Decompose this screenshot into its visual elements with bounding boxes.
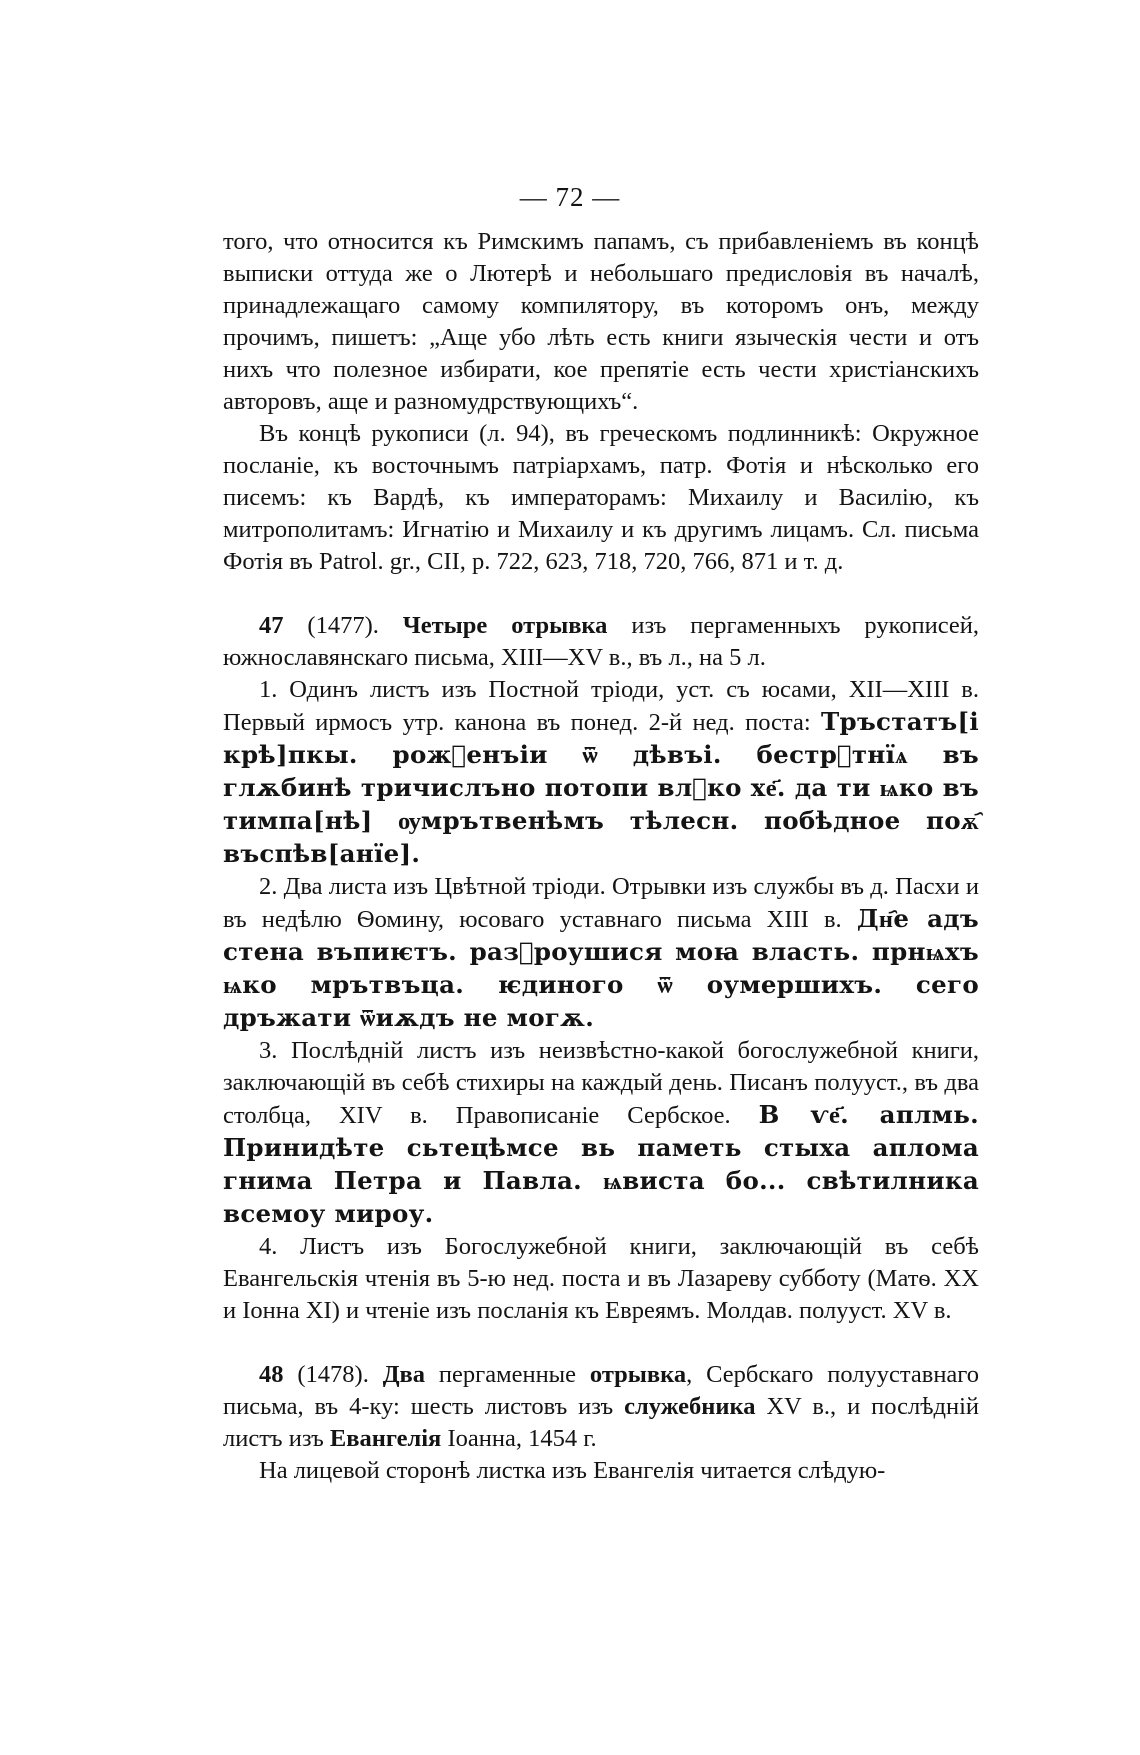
entry-word: отрывка: [589, 1361, 687, 1388]
entry-48-heading: [223, 1359, 979, 1455]
catalog-number: (1478).: [297, 1361, 369, 1388]
paragraph-manuscript-end: Въ концѣ рукописи (л. 94), въ греческомъ подлинникѣ: Окружное посланіе, къ восточнымъ патріархамъ, патр. Фотія и нѣсколько его писемъ: къ Вардѣ, къ императорамъ: Михаилу и Василію, къ митрополитамъ: Игнатію и Михаилу и къ другимъ лицамъ. Сл. письма Фотія въ Patrol. gr., CII, p. 722, 623, 718, 720, 766, 871 и т. д.: [223, 420, 979, 575]
slavonic-quote: В ѵе҃. аплмь. Принидѣте сьтецѣмсе вь паметь стыха аплома гнима Петра и Павла. ѩвиста бо... свѣтилника всемоу мироу.: [223, 1100, 980, 1228]
entry-47-heading: [223, 610, 979, 674]
entry-47-item-2: [223, 871, 979, 1035]
page-body: [223, 226, 979, 1487]
entry-text: , Сербскаго полууставнаго письма, въ 4-ку: шесть листовъ изъ: [223, 1361, 979, 1420]
entry-47-item-3: [223, 1035, 979, 1231]
entry-word: Два: [382, 1361, 426, 1388]
entry-number: 48: [259, 1361, 284, 1388]
entry-text: Іоанна, 1454 г.: [447, 1425, 597, 1452]
entry-text: пергаменные: [438, 1361, 577, 1388]
page-number: — 72 —: [519, 182, 621, 212]
item-text: 2. Два листа изъ Цвѣтной тріоди. Отрывки изъ службы въ д. Пасхи и въ недѣлю Ѳомину, юсоваго уставнаго письма XIII в.: [223, 873, 979, 933]
entry-word: служебника: [624, 1393, 756, 1420]
entry-text: XV в., и послѣдній листъ изъ: [223, 1393, 979, 1452]
catalog-number: (1477).: [307, 612, 379, 639]
paragraph-last-line: На лицевой сторонѣ листка изъ Евангелія читается слѣдую-: [259, 1457, 886, 1484]
slavonic-quote: Тръстатъ[і крѣ]пкы. рожⷣенъіи ѿ дѣвъі. бестрⷮтнїѧ въ глѫбинѣ тричислъно потопи влⷣко хе҃. да ти ѩко въ тимпа[нѣ] ѹмрътвенѣмъ тѣлесн. побѣдное поѫ҄ въспѣв[анїе].: [223, 707, 979, 868]
entry-47-item-1: [223, 674, 979, 871]
entry-word: Евангелія: [329, 1425, 442, 1452]
paragraph-continued: того, что относится къ Римскимъ папамъ, съ прибавленіемъ въ концѣ выписки оттуда же о Лютерѣ и небольшаго предисловія въ началѣ, принадлежащаго самому компилятору, въ которомъ онъ, между прочимъ, пишетъ: „Аще убо лѣть есть книги языческія чести и отъ нихъ что полезное избирати, кое препятіе есть чести христіанскихъ авторовъ, аще и разномудрствующихъ“.: [223, 228, 979, 415]
entry-47-item-4: 4. Листъ изъ Богослужебной книги, заключающій въ себѣ Евангельскія чтенія въ 5-ю нед. поста и въ Лазареву субботу (Матѳ. XX и Іонна XI) и чтеніе изъ посланія къ Евреямъ. Молдав. полууст. XV в.: [223, 1233, 979, 1324]
entry-title: Четыре отрывка: [402, 612, 608, 639]
item-text: 1. Одинъ листъ изъ Постной тріоди, уст. съ юсами, XII—XIII в. Первый ирмосъ утр. канона въ понед. 2-й нед. поста:: [223, 676, 979, 736]
item-text: 3. Послѣдній листъ изъ неизвѣстно-какой богослужебной книги, заключающій въ себѣ стихиры на каждый день. Писанъ полууст., въ два столбца, XIV в. Правописаніе Сербское.: [223, 1037, 979, 1129]
entry-number: 47: [259, 612, 284, 639]
entry-description: изъ пергаменныхъ рукописей, южнославянскаго письма, XIII—XV в., въ л., на 5 л.: [223, 612, 979, 671]
slavonic-quote: Дн҄е адъ стена въпиѥтъ. разⷪроушися моꙗ власть. прнѩхъ ѩко мрътвъца. ѥдиного ѿ оумершихъ. сего дръжати ѿиѫдъ не могѫ.: [223, 904, 979, 1032]
